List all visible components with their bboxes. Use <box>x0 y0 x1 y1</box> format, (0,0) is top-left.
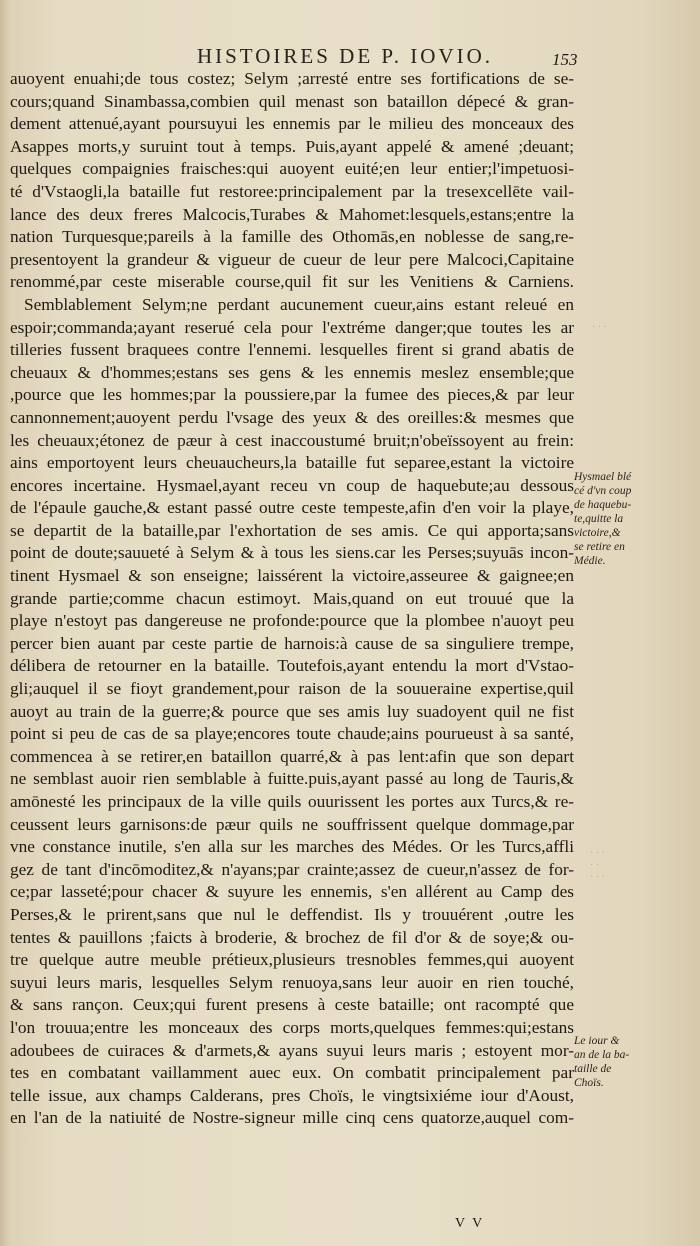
text-line: point si peu de cas de sa playe;encores toute chaude;ains pourueust à sa santé, <box>10 724 574 744</box>
text-line: ceussent leurs garnisons:de pæur quils ne souffrissent quelque dommage,par <box>10 814 574 834</box>
marginal-note-line: te,quitte la <box>574 513 624 525</box>
text-line: encores incertaine. Hysmael,ayant receu vn coup de haquebute;au dessous <box>10 475 574 495</box>
text-line: playe n'estoyt pas dangereuse ne profonde:pource que la plombee n'auoyt peu <box>10 611 574 631</box>
text-line: auoyt au train de la guerre;& pource que ses amis luy suadoyent quil ne fist <box>10 701 574 721</box>
text-line: nation Turquesque;pareils à la famille des Othomās,en noblesse de sang,re- <box>10 227 574 247</box>
marginal-note-line: se retire en <box>574 541 625 553</box>
signature-mark: V V <box>455 1216 485 1231</box>
text-line: presentoyent la grandeur & vigueur de cueur de leur pere Malcoci,Capitaine <box>10 249 574 269</box>
text-line: tre quelque autre meuble prétieux,plusieurs tresnobles femmes,qui auoyent <box>10 950 574 970</box>
text-line: vne constance inutile, s'en alla sur les marches des Médes. Or les Turcs,affli <box>10 837 574 857</box>
text-line: Asappes morts,y suruint tout à temps. Puis,ayant appelé & amené ;deuant; <box>10 136 574 156</box>
text-line: cours;quand Sinambassa,combien quil menast son bataillon dépecé & gran- <box>10 91 574 111</box>
text-line: commencea à se retirer,en bataillon quarré,& à pas lent:afin que son depart <box>10 746 574 766</box>
marginal-note-battle-date <box>574 1034 694 1090</box>
text-line: auoyent enuahi;de tous costez; Selym ;arresté entre ses fortifications de se- <box>10 69 574 88</box>
text-line: Perses,& le prirent,sans que nul le deffendist. Ils y trouuérent ,outre les <box>10 904 574 924</box>
text-line: adoubees de cuiraces & d'armets,& ayans suyui leurs maris ; estoyent mor- <box>10 1040 574 1060</box>
marginal-note-line: victoire,& <box>574 527 621 539</box>
page-number: 153 <box>552 50 578 69</box>
marginal-note-line: taille de <box>574 1063 612 1075</box>
text-line: ne semblast auoir rien semblable à fuitte.puis,ayant passé au long de Tauris,& <box>10 769 574 789</box>
text-line: cheuaux & d'hommes;estans ses gens & les ennemis meslez ensemble;que <box>10 362 574 382</box>
text-line: amōnesté les principaux de la ville quils ouurissent les portes aux Turcs,& re- <box>10 792 574 811</box>
text-line: cannonnement;auoyent perdu l'vsage des yeux & des oreilles:& mesmes que <box>10 407 574 427</box>
running-title: HISTOIRES DE P. IOVIO. <box>196 44 494 68</box>
text-line: grande partie;comme chacun estimoyt. Mais,quand on eut trouué que la <box>10 588 574 608</box>
text-line: se departit de la bataille,par l'exhortation de ses amis. Ce qui apporta;sans <box>10 520 574 540</box>
text-line: renommé,par ceste miserable course,quil fit sur les Venitiens & Carniens. <box>10 272 574 292</box>
marginal-note-line: Médie. <box>574 555 606 567</box>
marginal-note-line: Choïs. <box>574 1077 604 1089</box>
text-line: tentes & pauillons ;faicts à broderie, & brochez de fil d'or & de soye;& ou- <box>10 927 574 947</box>
faint-show-through-mark: · · · <box>592 322 607 333</box>
text-line: & sans rançon. Ceux;qui furent presens à ceste bataille; ont racompté que <box>10 995 574 1015</box>
marginal-note-line: an de la ba- <box>574 1049 630 1061</box>
text-line: té d'Vstaogli,la bataille fut restoree:principalement par la tresexcellēte vail- <box>10 181 574 201</box>
marginal-note-line: Hysmael blé <box>574 471 632 483</box>
text-line: ce;par lasseté;pour chacer & suyure les ennemis, s'en allérent au Camp des <box>10 882 574 902</box>
text-line: les cheuaux;étonez de pæur à cest inaccoustumé bruit;n'obeïssoyent au frein: <box>10 430 574 450</box>
main-text-block <box>10 68 574 1130</box>
text-line: quelques compaignies fraisches:qui auoyent euité;en leur entier;l'impetuosi- <box>10 159 574 179</box>
text-line: l'on trouua;entre les monceaux des corps morts,quelques femmes:qui;estans <box>10 1017 574 1037</box>
text-line: ains emportoyent leurs cheuaucheurs,la bataille fut separee,estant la victoire <box>10 453 574 473</box>
text-line: tilleries fussent braquees contre l'ennemi. lesquelles firent si grand abatis de <box>10 340 574 360</box>
text-line: gli;auquel il se fioyt grandement,pour raison de la souueraine expertise,quil <box>10 679 574 699</box>
marginal-note-line: Le iour & <box>574 1035 620 1047</box>
text-line: Semblablement Selym;ne perdant aucunement cueur,ains estant releué en <box>24 294 574 314</box>
text-line: espoir;commanda;ayant reserué cela pour l'extréme danger;que toutes les ar <box>10 317 574 337</box>
text-line: tes en combatant vaillamment auec eux. On combatit principalement par <box>10 1063 574 1083</box>
text-line: telle issue, aux champs Calderans, pres Choïs, le vingtsixiéme iour d'Aoust, <box>10 1085 574 1105</box>
text-line: suyui leurs maris, lesquelles Selym renuoya,sans leur auoir en rien touché, <box>10 972 574 992</box>
text-line: ,pource que les hommes;par la poussiere,par la fumee des pieces,& par leur <box>10 385 574 405</box>
text-line: percer bien auant par ceste partie de harnois:à cause de sa singuliere trempe, <box>10 633 574 653</box>
faint-show-through-mark: · · · · · · · · <box>590 848 605 883</box>
marginal-note-line: cé d'vn coup <box>574 485 632 497</box>
text-line: en l'an de la natiuité de Nostre-signeur mille cinq cens quatorze,auquel com- <box>10 1108 574 1128</box>
text-line: gez de tant d'incōmoditez,& n'ayans;par crainte;assez de cueur,n'assez de for- <box>10 859 574 879</box>
text-line: tinent Hysmael & son enseigne; laissérent la victoire,asseuree & gaignee;en <box>10 566 574 586</box>
text-line: point de doute;sauueté à Selym & à tous les siens.car les Perses;suyuās incon- <box>10 543 574 563</box>
text-line: lance des deux freres Malcocis,Turabes & Mahomet:lesquels,estans;entre la <box>10 204 574 224</box>
marginal-note-hysmael <box>574 470 694 568</box>
marginal-note-line: de haquebu- <box>574 499 632 511</box>
text-line: dement attenué,ayant poursuyui les ennemis par le milieu des monceaux des <box>10 114 574 134</box>
text-line: délibera de retourner en la bataille. Toutefois,ayant entendu la mort d'Vstao- <box>10 656 574 676</box>
text-line: de l'épaule gauche,& estant passé outre ceste tempeste,afin d'en voir la playe, <box>10 498 574 518</box>
